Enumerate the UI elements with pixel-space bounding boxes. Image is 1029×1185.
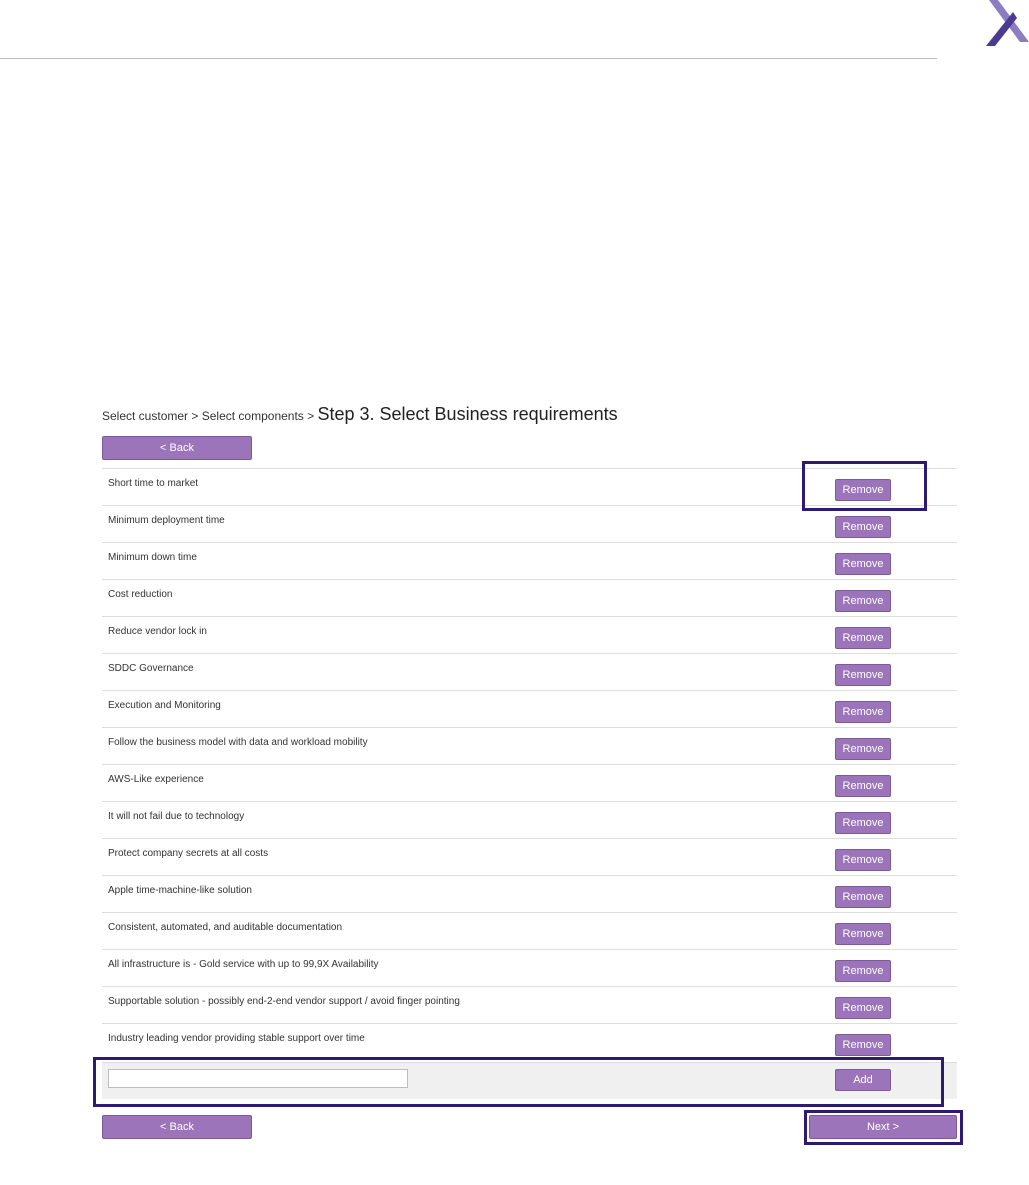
remove-button[interactable]: Remove	[835, 997, 891, 1019]
remove-button[interactable]: Remove	[835, 960, 891, 982]
requirement-row	[102, 579, 957, 616]
requirement-label: Follow the business model with data and workload mobility	[108, 737, 368, 748]
requirement-row	[102, 764, 957, 801]
requirement-row	[102, 1023, 957, 1060]
remove-button[interactable]: Remove	[835, 701, 891, 723]
requirement-label: All infrastructure is - Gold service with up to 99,9X Availability	[108, 959, 379, 970]
breadcrumb	[102, 404, 618, 425]
requirement-row	[102, 838, 957, 875]
requirement-label: It will not fail due to technology	[108, 811, 245, 822]
requirement-row	[102, 875, 957, 912]
requirement-label: Apple time-machine-like solution	[108, 885, 252, 896]
next-button[interactable]: Next >	[809, 1115, 957, 1139]
breadcrumb-separator: >	[303, 409, 318, 423]
requirement-row	[102, 986, 957, 1023]
requirement-row	[102, 653, 957, 690]
requirement-label: AWS-Like experience	[108, 774, 204, 785]
requirement-row	[102, 690, 957, 727]
add-button[interactable]: Add	[835, 1069, 891, 1091]
page-title: Step 3. Select Business requirements	[317, 404, 618, 424]
add-requirement-row	[102, 1062, 957, 1099]
requirement-row	[102, 542, 957, 579]
remove-button[interactable]: Remove	[835, 849, 891, 871]
remove-button[interactable]: Remove	[835, 738, 891, 760]
remove-button[interactable]: Remove	[835, 664, 891, 686]
back-button-bottom[interactable]: < Back	[102, 1115, 252, 1139]
requirement-row	[102, 468, 957, 505]
remove-button[interactable]: Remove	[835, 627, 891, 649]
requirement-label: Reduce vendor lock in	[108, 626, 207, 637]
new-requirement-input[interactable]	[108, 1069, 408, 1088]
back-button-top[interactable]: < Back	[102, 436, 252, 460]
remove-button[interactable]: Remove	[835, 812, 891, 834]
remove-button[interactable]: Remove	[835, 553, 891, 575]
remove-button[interactable]: Remove	[835, 923, 891, 945]
remove-button[interactable]: Remove	[835, 590, 891, 612]
requirement-label: Short time to market	[108, 478, 199, 489]
requirement-row	[102, 801, 957, 838]
breadcrumb-select-customer[interactable]: Select customer	[102, 409, 189, 423]
x-logo-icon	[983, 0, 1029, 46]
requirement-label: Execution and Monitoring	[108, 700, 221, 711]
header-divider	[0, 58, 937, 59]
requirement-label: Protect company secrets at all costs	[108, 848, 269, 859]
requirements-list	[102, 468, 957, 1060]
remove-button[interactable]: Remove	[835, 479, 891, 501]
requirement-row	[102, 727, 957, 764]
requirement-row	[102, 505, 957, 542]
requirement-label: Consistent, automated, and auditable documentation	[108, 922, 343, 933]
remove-button[interactable]: Remove	[835, 886, 891, 908]
requirement-label: Minimum deployment time	[108, 515, 225, 526]
requirement-row	[102, 949, 957, 986]
breadcrumb-separator: >	[188, 409, 202, 423]
requirement-label: Cost reduction	[108, 589, 173, 600]
remove-button[interactable]: Remove	[835, 516, 891, 538]
breadcrumb-select-components[interactable]: Select components	[201, 409, 304, 423]
requirement-label: Supportable solution - possibly end-2-end vendor support / avoid finger pointing	[108, 996, 460, 1007]
remove-button[interactable]: Remove	[835, 775, 891, 797]
requirement-label: SDDC Governance	[108, 663, 194, 674]
remove-button[interactable]: Remove	[835, 1034, 891, 1056]
requirement-row	[102, 616, 957, 653]
requirement-label: Minimum down time	[108, 552, 197, 563]
requirement-row	[102, 912, 957, 949]
requirement-label: Industry leading vendor providing stable support over time	[108, 1033, 365, 1044]
